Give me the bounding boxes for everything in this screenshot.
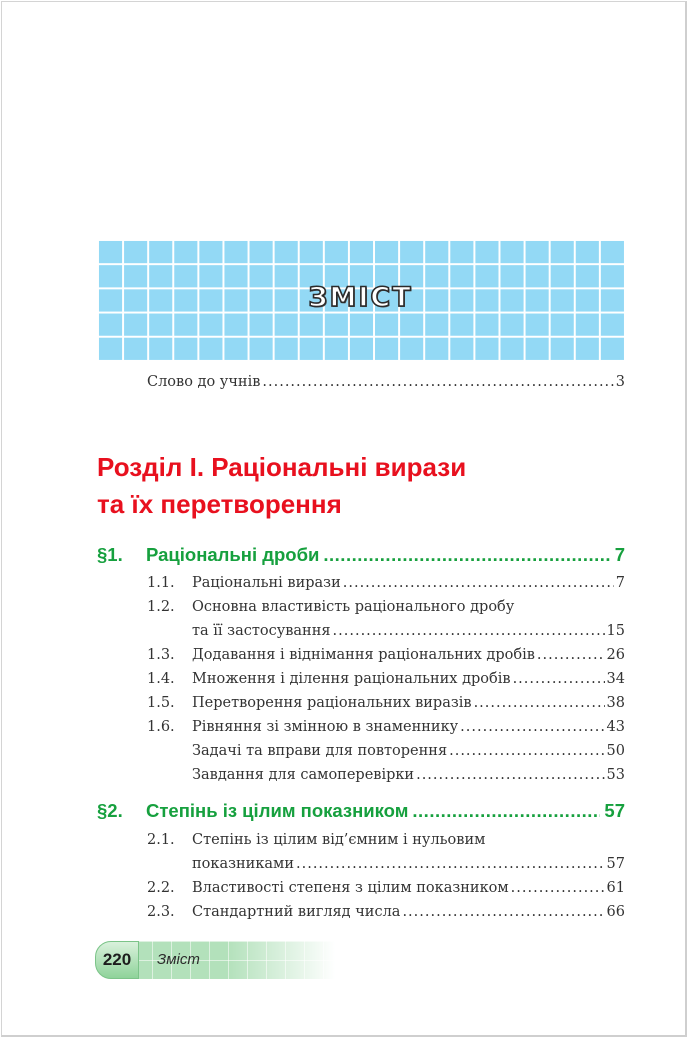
toc-entry-page: 57: [606, 856, 625, 872]
toc-entry-title: Перетворення раціональних виразів: [192, 695, 472, 711]
toc-section-2[interactable]: [97, 800, 625, 822]
toc-entry[interactable]: [147, 695, 625, 711]
toc-entry-title: Властивості степеня з цілим показником: [192, 880, 509, 896]
toc-entry-page: 66: [606, 904, 625, 920]
toc-entry-page: 50: [606, 743, 625, 759]
toc-entry-number: 1.2.: [147, 599, 175, 615]
toc-entry-page: 7: [615, 575, 625, 591]
section-title: Раціональні дроби: [146, 544, 320, 565]
toc-entry-number: 1.3.: [147, 647, 175, 663]
toc-entry-page: 38: [606, 695, 625, 711]
toc-entry-title: Основна властивість раціонального дробу: [192, 599, 515, 615]
leader-dots: [537, 647, 605, 663]
toc-entry-number: 2.2.: [147, 880, 175, 896]
leader-dots: [262, 374, 613, 390]
chapter-title-line2: та їх перетворення: [97, 489, 342, 519]
toc-entry-page: 34: [606, 671, 625, 687]
toc-entry[interactable]: [147, 880, 625, 896]
toc-entry-title: Раціональні вирази: [192, 575, 341, 591]
leader-dots: [513, 671, 605, 687]
toc-entry-self-check[interactable]: [192, 767, 625, 783]
leader-dots: [296, 856, 605, 872]
toc-entry-page: 61: [606, 880, 625, 896]
toc-section-1[interactable]: [97, 544, 625, 566]
leader-dots: [333, 623, 605, 639]
footer-section-label: Зміст: [157, 951, 200, 968]
toc-entry-title-continued: показниками: [192, 856, 294, 872]
toc-entry-page: 3: [615, 374, 625, 390]
leader-dots: [460, 719, 604, 735]
section-title: Степінь із цілим показником: [146, 800, 409, 821]
toc-entry-review[interactable]: [192, 743, 625, 759]
section-number: §1.: [97, 544, 123, 565]
toc-entry-title: Множення і ділення раціональних дробів: [192, 671, 511, 687]
toc-entry-number: 1.6.: [147, 719, 175, 735]
leader-dots: [343, 575, 614, 591]
section-number: §2.: [97, 800, 123, 821]
toc-entry-page: 43: [606, 719, 625, 735]
toc-entry[interactable]: [147, 832, 625, 848]
toc-entry[interactable]: [147, 599, 625, 615]
toc-entry-intro[interactable]: [147, 374, 625, 390]
toc-entry-title: Слово до учнів: [147, 374, 261, 390]
toc-entry-page: 26: [606, 647, 625, 663]
toc-entry-number: 2.1.: [147, 832, 175, 848]
toc-entry[interactable]: [147, 671, 625, 687]
chapter-title-line1: Розділ І. Раціональні вирази: [97, 452, 467, 482]
toc-entry-page: 15: [606, 623, 625, 639]
toc-entry-page: 53: [606, 767, 625, 783]
leader-dots: [449, 743, 604, 759]
section-page: 57: [604, 800, 625, 821]
contents-banner: [97, 239, 624, 360]
toc-entry[interactable]: [147, 575, 625, 591]
leader-dots: [402, 904, 604, 920]
toc-entry-title: Додавання і віднімання раціональних дробів: [192, 647, 535, 663]
toc-entry-continued[interactable]: [192, 856, 625, 872]
leader-dots: [323, 544, 610, 566]
toc-entry-title: Степінь із цілим від’ємним і нульовим: [192, 832, 486, 848]
toc-entry[interactable]: [147, 719, 625, 735]
toc-entry-title: Стандартний вигляд числа: [192, 904, 401, 920]
toc-entry[interactable]: [147, 904, 625, 920]
page-footer: [95, 941, 335, 979]
leader-dots: [474, 695, 605, 711]
toc-entry-number: 1.5.: [147, 695, 175, 711]
toc-entry-title: Задачі та вправи для повторення: [192, 743, 448, 759]
section-page: 7: [614, 544, 625, 565]
toc-entry[interactable]: [147, 647, 625, 663]
toc-entry-number: 2.3.: [147, 904, 175, 920]
leader-dots: [511, 880, 605, 896]
toc-entry-continued[interactable]: [192, 623, 625, 639]
chapter-title: [97, 449, 466, 523]
contents-heading: ЗМІСТ: [308, 282, 413, 313]
toc-entry-title: Завдання для самоперевірки: [192, 767, 415, 783]
toc-entry-number: 1.1.: [147, 575, 175, 591]
toc-entry-title-continued: та її застосування: [192, 623, 331, 639]
toc-entry-number: 1.4.: [147, 671, 175, 687]
leader-dots: [412, 800, 600, 822]
leader-dots: [416, 767, 604, 783]
toc-entry-title: Рівняння зі змінною в знаменнику: [192, 719, 459, 735]
page-number: 220: [102, 950, 132, 969]
